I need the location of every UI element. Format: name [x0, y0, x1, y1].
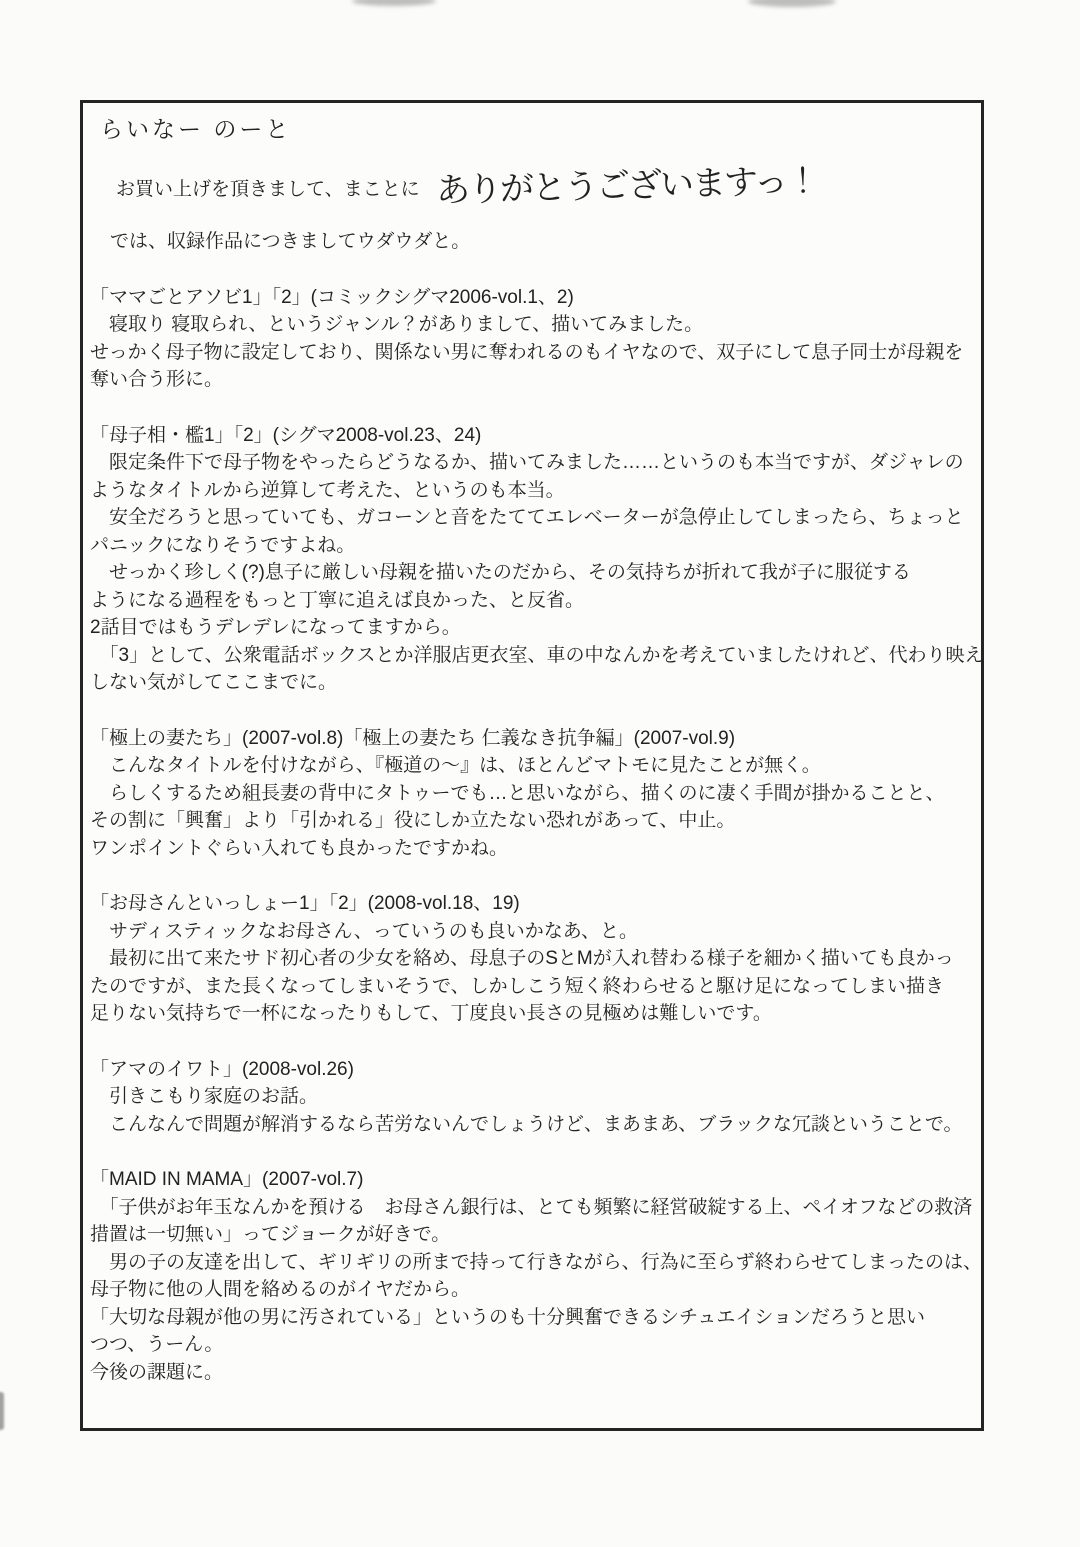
- work-title: 「極上の妻たち」(2007-vol.8)「極上の妻たち 仁義なき抗争編」(2007-vol.9): [90, 727, 736, 749]
- work-title: 「お母さんといっしょー1」「2」(2008-vol.18、19): [90, 893, 520, 914]
- body-line: たのですが、また長くなってしまいそうで、しかしこう短く終わらせると駆け足になってしまい描き: [90, 975, 945, 997]
- body-line: 最初に出て来たサド初心者の少女を絡め、母息子のSとMが入れ替わる様子を細かく描いても良かっ: [90, 948, 954, 969]
- work-section: [90, 284, 969, 394]
- body-line: 安全だろうと思っていても、ガコーンと音をたててエレベーターが急停止してしまったら、ちょっと: [90, 507, 964, 528]
- body-line: ワンポイントぐらい入れても良かったですかね。: [90, 837, 509, 859]
- body-line: ようなタイトルから逆算して考えた、というのも本当。: [90, 479, 565, 501]
- body-line: せっかく珍しく(?)息子に厳しい母親を描いたのだから、その気持ちが折れて我が子に服従する: [90, 562, 911, 583]
- body-line: 限定条件下で母子物をやったらどうなるか、描いてみました……というのも本当ですが、ダジャレの: [90, 452, 964, 473]
- work-title: 「MAID IN MAMA」(2007-vol.7): [90, 1169, 364, 1190]
- body-line: 「3」として、公衆電話ボックスとか洋服店更衣室、車の中なんかを考えていましたけれど、代わり映え: [90, 644, 984, 666]
- body-line: パニックになりそうですよね。: [90, 534, 356, 556]
- scan-smudge-left-edge: [0, 1392, 4, 1430]
- work-section: [90, 725, 969, 863]
- body-line: 「大切な母親が他の男に汚されている」というのも十分興奮できるシチュエイションだろうと思い: [90, 1306, 926, 1328]
- greeting-handwritten-text: ありがとうございますっ！: [435, 161, 819, 210]
- scan-smudge-top-left: [352, 0, 436, 6]
- body-line: つつ、うーん。: [90, 1334, 224, 1355]
- liner-note-frame: [80, 100, 984, 1431]
- work-section: [90, 890, 969, 1028]
- body-line: その割に「興奮」より「引かれる」役にしか立たない恐れがあって、中止。: [90, 810, 736, 831]
- body-line: ようになる過程をもっと丁寧に追えば良かった、と反省。: [90, 589, 585, 611]
- page-title: らいなー のーと: [100, 116, 292, 142]
- scan-smudge-top-right: [748, 0, 836, 7]
- work-section: [90, 1166, 983, 1386]
- sections: [90, 284, 984, 1387]
- body-line: 引きこもり家庭のお話。: [90, 1086, 319, 1107]
- body-line: しない気がしてここまでに。: [90, 672, 338, 693]
- body-line: 措置は一切無い」ってジョークが好きで。: [90, 1224, 451, 1245]
- intro-line: では、収録作品につきましてウダウダと。: [110, 231, 471, 252]
- body-line: サディスティックなお母さん、っていうのも良いかなあ、と。: [90, 920, 638, 942]
- body-line: らしくするため組長妻の背中にタトゥーでも…と思いながら、描くのに凄く手間が掛かることと、: [90, 782, 945, 804]
- work-title: 「ママごとアソビ1」「2」(コミックシグマ2006-vol.1、2): [90, 286, 574, 308]
- work-title: 「アマのイワト」(2008-vol.26): [90, 1058, 354, 1080]
- body-line: せっかく母子物に設定しており、関係ない男に奪われるのもイヤなので、双子にして息子同士が母親を: [90, 341, 964, 363]
- body-line: こんなタイトルを付けながら、『極道の～』は、ほとんどマトモに見たことが無く。: [90, 755, 821, 776]
- body-line: 母子物に他の人間を絡めるのがイヤだから。: [90, 1279, 471, 1300]
- body-line: 奪い合う形に。: [90, 369, 224, 390]
- body-line: 今後の課題に。: [90, 1361, 224, 1383]
- work-title: 「母子相・檻1」「2」(シグマ2008-vol.23、24): [90, 424, 482, 446]
- body-line: 2話目ではもうデレデレになってますから。: [90, 617, 461, 638]
- body-line: こんなんで問題が解消するなら苦労ないんでしょうけど、まあまあ、ブラックな冗談ということで。: [90, 1113, 963, 1135]
- body-line: 寝取り 寝取られ、というジャンル？がありまして、描いてみました。: [90, 314, 704, 335]
- body-line: 足りない気持ちで一杯になったりもして、丁度良い長さの見極めは難しいです。: [90, 1003, 772, 1024]
- body-line: 男の子の友達を出して、ギリギリの所まで持って行きながら、行為に至らず終わらせてしまったのは、: [90, 1251, 983, 1273]
- work-section: [90, 1056, 969, 1139]
- work-section: [90, 422, 984, 697]
- greeting-prefix-text: お買い上げを頂きまして、まことに: [116, 178, 420, 200]
- body-line: 「子供がお年玉なんかを預ける お母さん銀行は、とても頻繁に経営破綻する上、ペイオフなどの救済: [90, 1196, 973, 1218]
- greeting-line: [116, 156, 969, 218]
